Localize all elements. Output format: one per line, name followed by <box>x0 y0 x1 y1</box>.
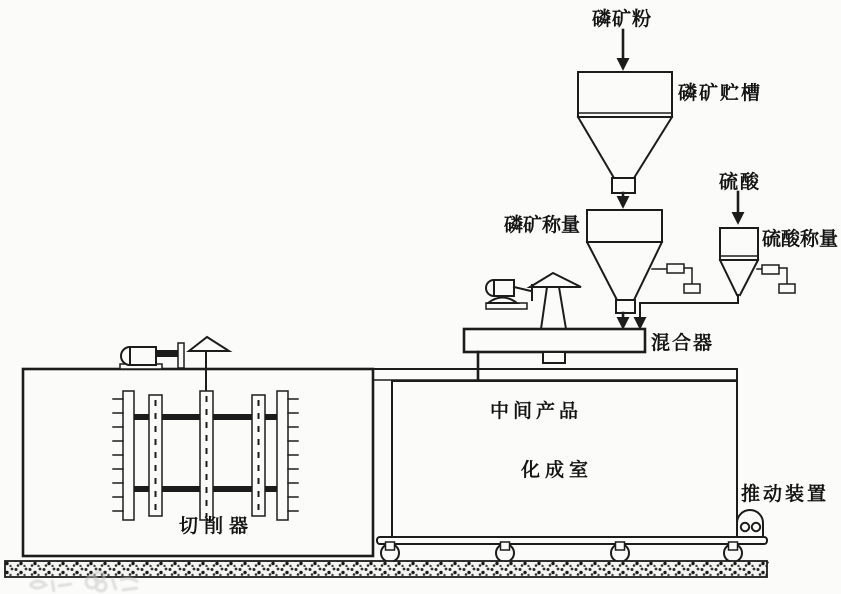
label-acid-weigher: 硫酸称量 <box>762 228 839 250</box>
belt-guard <box>189 337 229 351</box>
acid-scale-lever <box>757 265 795 293</box>
label-curing-room: 化成室 <box>521 459 594 481</box>
ground-hatch <box>5 561 767 577</box>
label-intermediate-product: 中间产品 <box>490 400 583 422</box>
label-ore-weigher: 磷矿称量 <box>504 214 581 236</box>
ore-scale-lever <box>652 264 700 293</box>
cutter-blade-2 <box>149 395 162 516</box>
ore-storage-hopper <box>578 72 672 197</box>
label-cutter: 切削器 <box>179 515 255 537</box>
label-storage-tank: 磷矿贮槽 <box>678 82 763 104</box>
trolley-platform <box>377 537 767 544</box>
acid-to-mixer-pipe <box>640 295 738 318</box>
mixer-body <box>464 329 645 363</box>
label-ore-feed: 磷矿粉 <box>592 8 653 30</box>
ore-weighing-hopper <box>587 210 662 318</box>
cutter-blade-4 <box>252 395 265 516</box>
pusher-device <box>737 510 763 537</box>
cutter-blade-center <box>200 391 213 520</box>
label-acid: 硫酸 <box>719 171 762 193</box>
mixer-agitator-motor <box>486 280 532 309</box>
label-pusher: 推动装置 <box>741 483 830 505</box>
label-mixer: 混合器 <box>651 332 715 354</box>
acid-weighing-hopper <box>720 228 758 295</box>
mixer-agitator-hood <box>530 273 581 329</box>
